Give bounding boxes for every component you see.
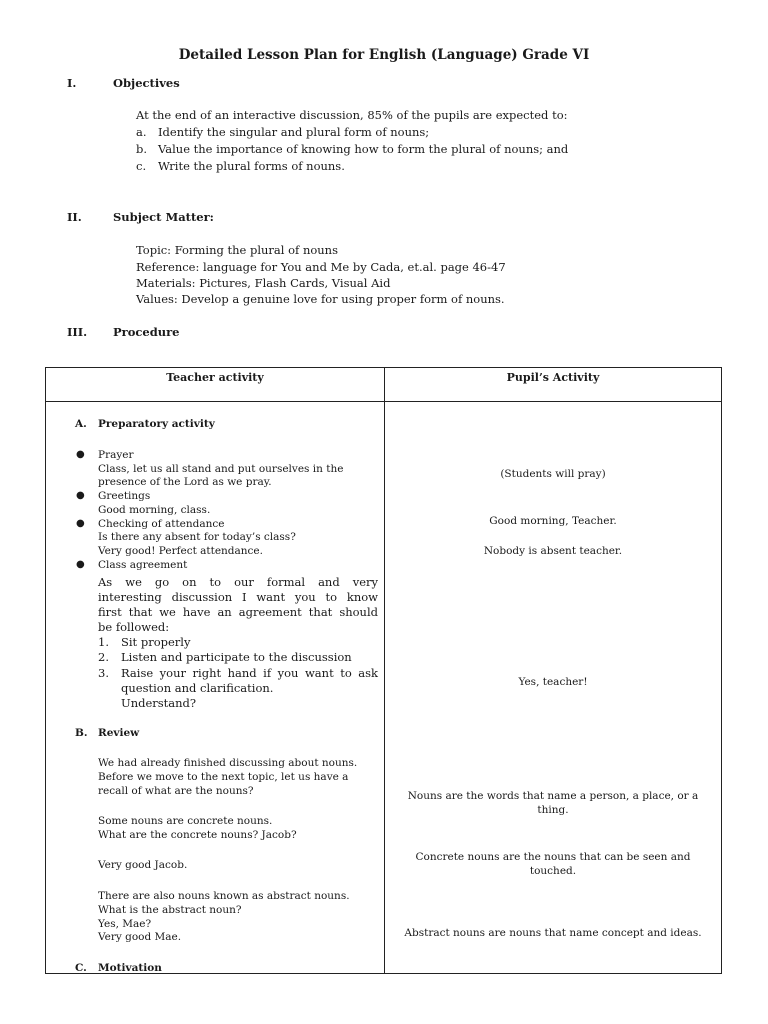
attendance-line: Is there any absent for today’s class? [98, 531, 296, 543]
bullet-icon: ● [76, 559, 85, 570]
bullet-icon: ● [76, 518, 85, 529]
pupil-nouns-response: Nouns are the words that name a person, a place, or a thing. [407, 790, 699, 816]
pupil-absent-response: Nobody is absent teacher. [483, 545, 623, 557]
objective-marker: c. [136, 159, 147, 173]
agreement-line: first that we have an agreement that should [98, 605, 378, 619]
objectives-intro: At the end of an interactive discussion, 85% of the pupils are expected to: [136, 108, 568, 122]
review-intro-line: We had already finished discussing about nouns. [98, 757, 358, 769]
bullet-icon: ● [76, 449, 85, 460]
procedure-table [45, 367, 722, 974]
subject-topic: Topic: Forming the plural of nouns [136, 243, 338, 257]
objective-item: Write the plural forms of nouns. [158, 159, 345, 173]
section-marker-a: A. [75, 418, 87, 430]
agreement-line: As we go on to our formal and very [98, 575, 378, 589]
pupil-concrete-response: Concrete nouns are the nouns that can be seen and touched. [415, 851, 691, 877]
review-concrete-line: Some nouns are concrete nouns. [98, 815, 273, 827]
teacher-activity-header: Teacher activity [166, 371, 264, 384]
subject-matter-heading: Subject Matter: [113, 210, 214, 224]
motivation-heading: Motivation [98, 962, 162, 974]
preparatory-heading: Preparatory activity [98, 418, 215, 430]
rule-text: Listen and participate to the discussion [121, 650, 352, 664]
objective-item: Identify the singular and plural form of nouns; [158, 125, 430, 139]
subject-materials: Materials: Pictures, Flash Cards, Visual Aid [136, 276, 391, 290]
objective-marker: b. [136, 142, 148, 156]
review-abstract-line: Very good Mae. [98, 931, 182, 943]
section-marker-c: C. [75, 962, 87, 974]
review-intro-line: Before we move to the next topic, let us have a [98, 771, 349, 783]
greetings-label: Greetings [98, 490, 151, 502]
review-concrete-line: What are the concrete nouns? Jacob? [98, 829, 297, 841]
pupil-abstract-response: Abstract nouns are nouns that name concept and ideas. [404, 927, 702, 939]
procedure-numeral: III. [67, 325, 88, 339]
agreement-label: Class agreement [98, 559, 188, 571]
prayer-line: presence of the Lord as we pray. [98, 476, 272, 488]
bullet-icon: ● [76, 490, 85, 501]
subject-reference: Reference: language for You and Me by Cada, et.al. page 46-47 [136, 260, 506, 274]
attendance-line: Very good! Perfect attendance. [98, 545, 263, 557]
section-marker-b: B. [75, 727, 88, 739]
objectives-heading: Objectives [113, 76, 180, 90]
objectives-numeral: I. [67, 76, 77, 90]
review-intro-line: recall of what are the nouns? [98, 785, 254, 797]
procedure-heading: Procedure [113, 325, 180, 339]
review-abstract-line: Yes, Mae? [98, 918, 152, 930]
review-jacob-line: Very good Jacob. [98, 859, 188, 871]
agreement-line: interesting discussion I want you to know [98, 590, 378, 604]
prayer-label: Prayer [98, 449, 134, 461]
subject-values: Values: Develop a genuine love for using proper form of nouns. [136, 292, 505, 306]
column-divider [384, 368, 385, 973]
prayer-line: Class, let us all stand and put ourselves in the [98, 463, 344, 475]
pupil-greeting-response: Good morning, Teacher. [489, 515, 617, 527]
rule-number: 2. [98, 650, 109, 664]
agreement-line: be followed: [98, 620, 170, 634]
rule-text: Understand? [121, 696, 197, 710]
page-title: Detailed Lesson Plan for English (Language) Grade VI [178, 47, 590, 63]
review-heading: Review [98, 727, 140, 739]
pupil-yes-response: Yes, teacher! [518, 676, 588, 688]
rule-text: Raise your right hand if you want to ask [121, 666, 378, 680]
review-abstract-line: There are also nouns known as abstract nouns. [98, 890, 350, 902]
rule-number: 1. [98, 635, 109, 649]
review-abstract-line: What is the abstract noun? [98, 904, 242, 916]
rule-text: question and clarification. [121, 681, 274, 695]
greetings-line: Good morning, class. [98, 504, 211, 516]
pupil-pray-response: (Students will pray) [500, 468, 606, 480]
rule-text: Sit properly [121, 635, 191, 649]
attendance-label: Checking of attendance [98, 518, 225, 530]
subject-matter-numeral: II. [67, 210, 82, 224]
objective-item: Value the importance of knowing how to form the plural of nouns; and [158, 142, 569, 156]
pupil-activity-header: Pupil’s Activity [506, 371, 600, 384]
objective-marker: a. [136, 125, 147, 139]
rule-number: 3. [98, 666, 109, 680]
